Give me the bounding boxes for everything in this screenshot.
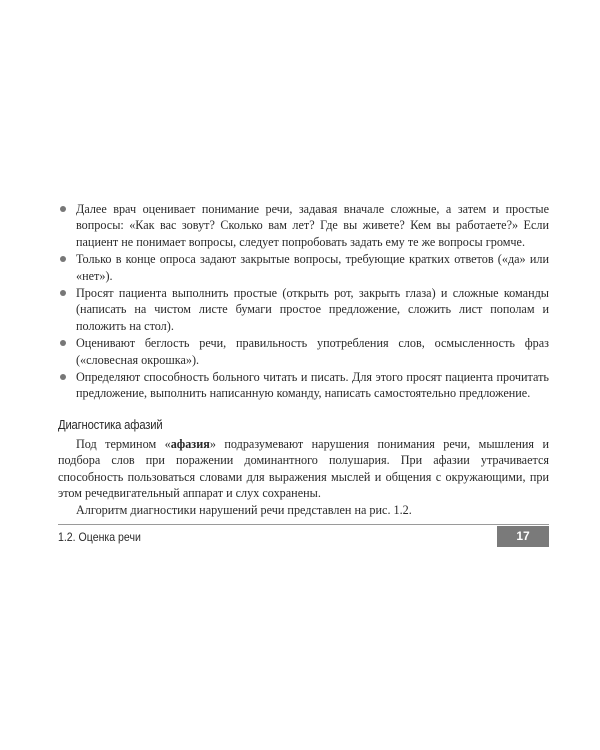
page-footer	[58, 524, 549, 547]
running-footer-section: 1.2. Оценка речи	[58, 530, 141, 544]
list-item-text: Просят пациента выполнить простые (открыть рот, закрыть глаза) и сложные команды (написать на чистом листе бумаги простое предложение, сложить лист пополам и положить на стол).	[76, 286, 549, 333]
term-aphasia: афазия	[170, 436, 210, 451]
algorithm-paragraph: Алгоритм диагностики нарушений речи представлен на рис. 1.2.	[76, 502, 412, 517]
list-item	[58, 201, 549, 250]
list-item-text: Только в конце опроса задают закрытые вопросы, требующие кратких ответов («да» или «нет»).	[76, 252, 549, 283]
list-item-text: Определяют способность больного читать и писать. Для этого просят пациента прочитать предложение, выполнить написанную команду, написать самостоятельно предложение.	[76, 370, 549, 401]
paragraph-text-end: » подразумевают нарушения понимания речи, мышления и подбора слов при поражении доминантного полушария. При афазии утрачивается способность пользоваться словами для выражения мыслей и общения с окружающими, при этом речедвигательный аппарат и слух сохранены.	[58, 436, 549, 501]
paragraph-text-start: Под термином «	[76, 436, 171, 451]
page-content	[58, 201, 549, 518]
list-item-text: Оценивают беглость речи, правильность употребления слов, осмысленность фраз («словесная окрошка»).	[76, 336, 549, 367]
list-item	[58, 335, 549, 368]
list-item	[58, 369, 549, 402]
page-number: 17	[497, 526, 549, 547]
bullet-list	[58, 201, 549, 402]
bullet-icon	[60, 340, 66, 346]
bullet-icon	[60, 206, 66, 212]
bullet-icon	[60, 256, 66, 262]
bullet-icon	[60, 374, 66, 380]
bullet-icon	[60, 290, 66, 296]
list-item	[58, 251, 549, 284]
definition-paragraph	[58, 436, 549, 502]
list-item-text: Далее врач оценивает понимание речи, задавая вначале сложные, а затем и простые вопросы: «Как вас зовут? Сколько вам лет? Где вы живете? Кем вы работаете?» Если пациент не понимает вопросы, следует попробовать задать ему те же вопросы громче.	[76, 202, 549, 249]
list-item	[58, 285, 549, 334]
section-heading: Диагностика афазий	[58, 417, 163, 432]
